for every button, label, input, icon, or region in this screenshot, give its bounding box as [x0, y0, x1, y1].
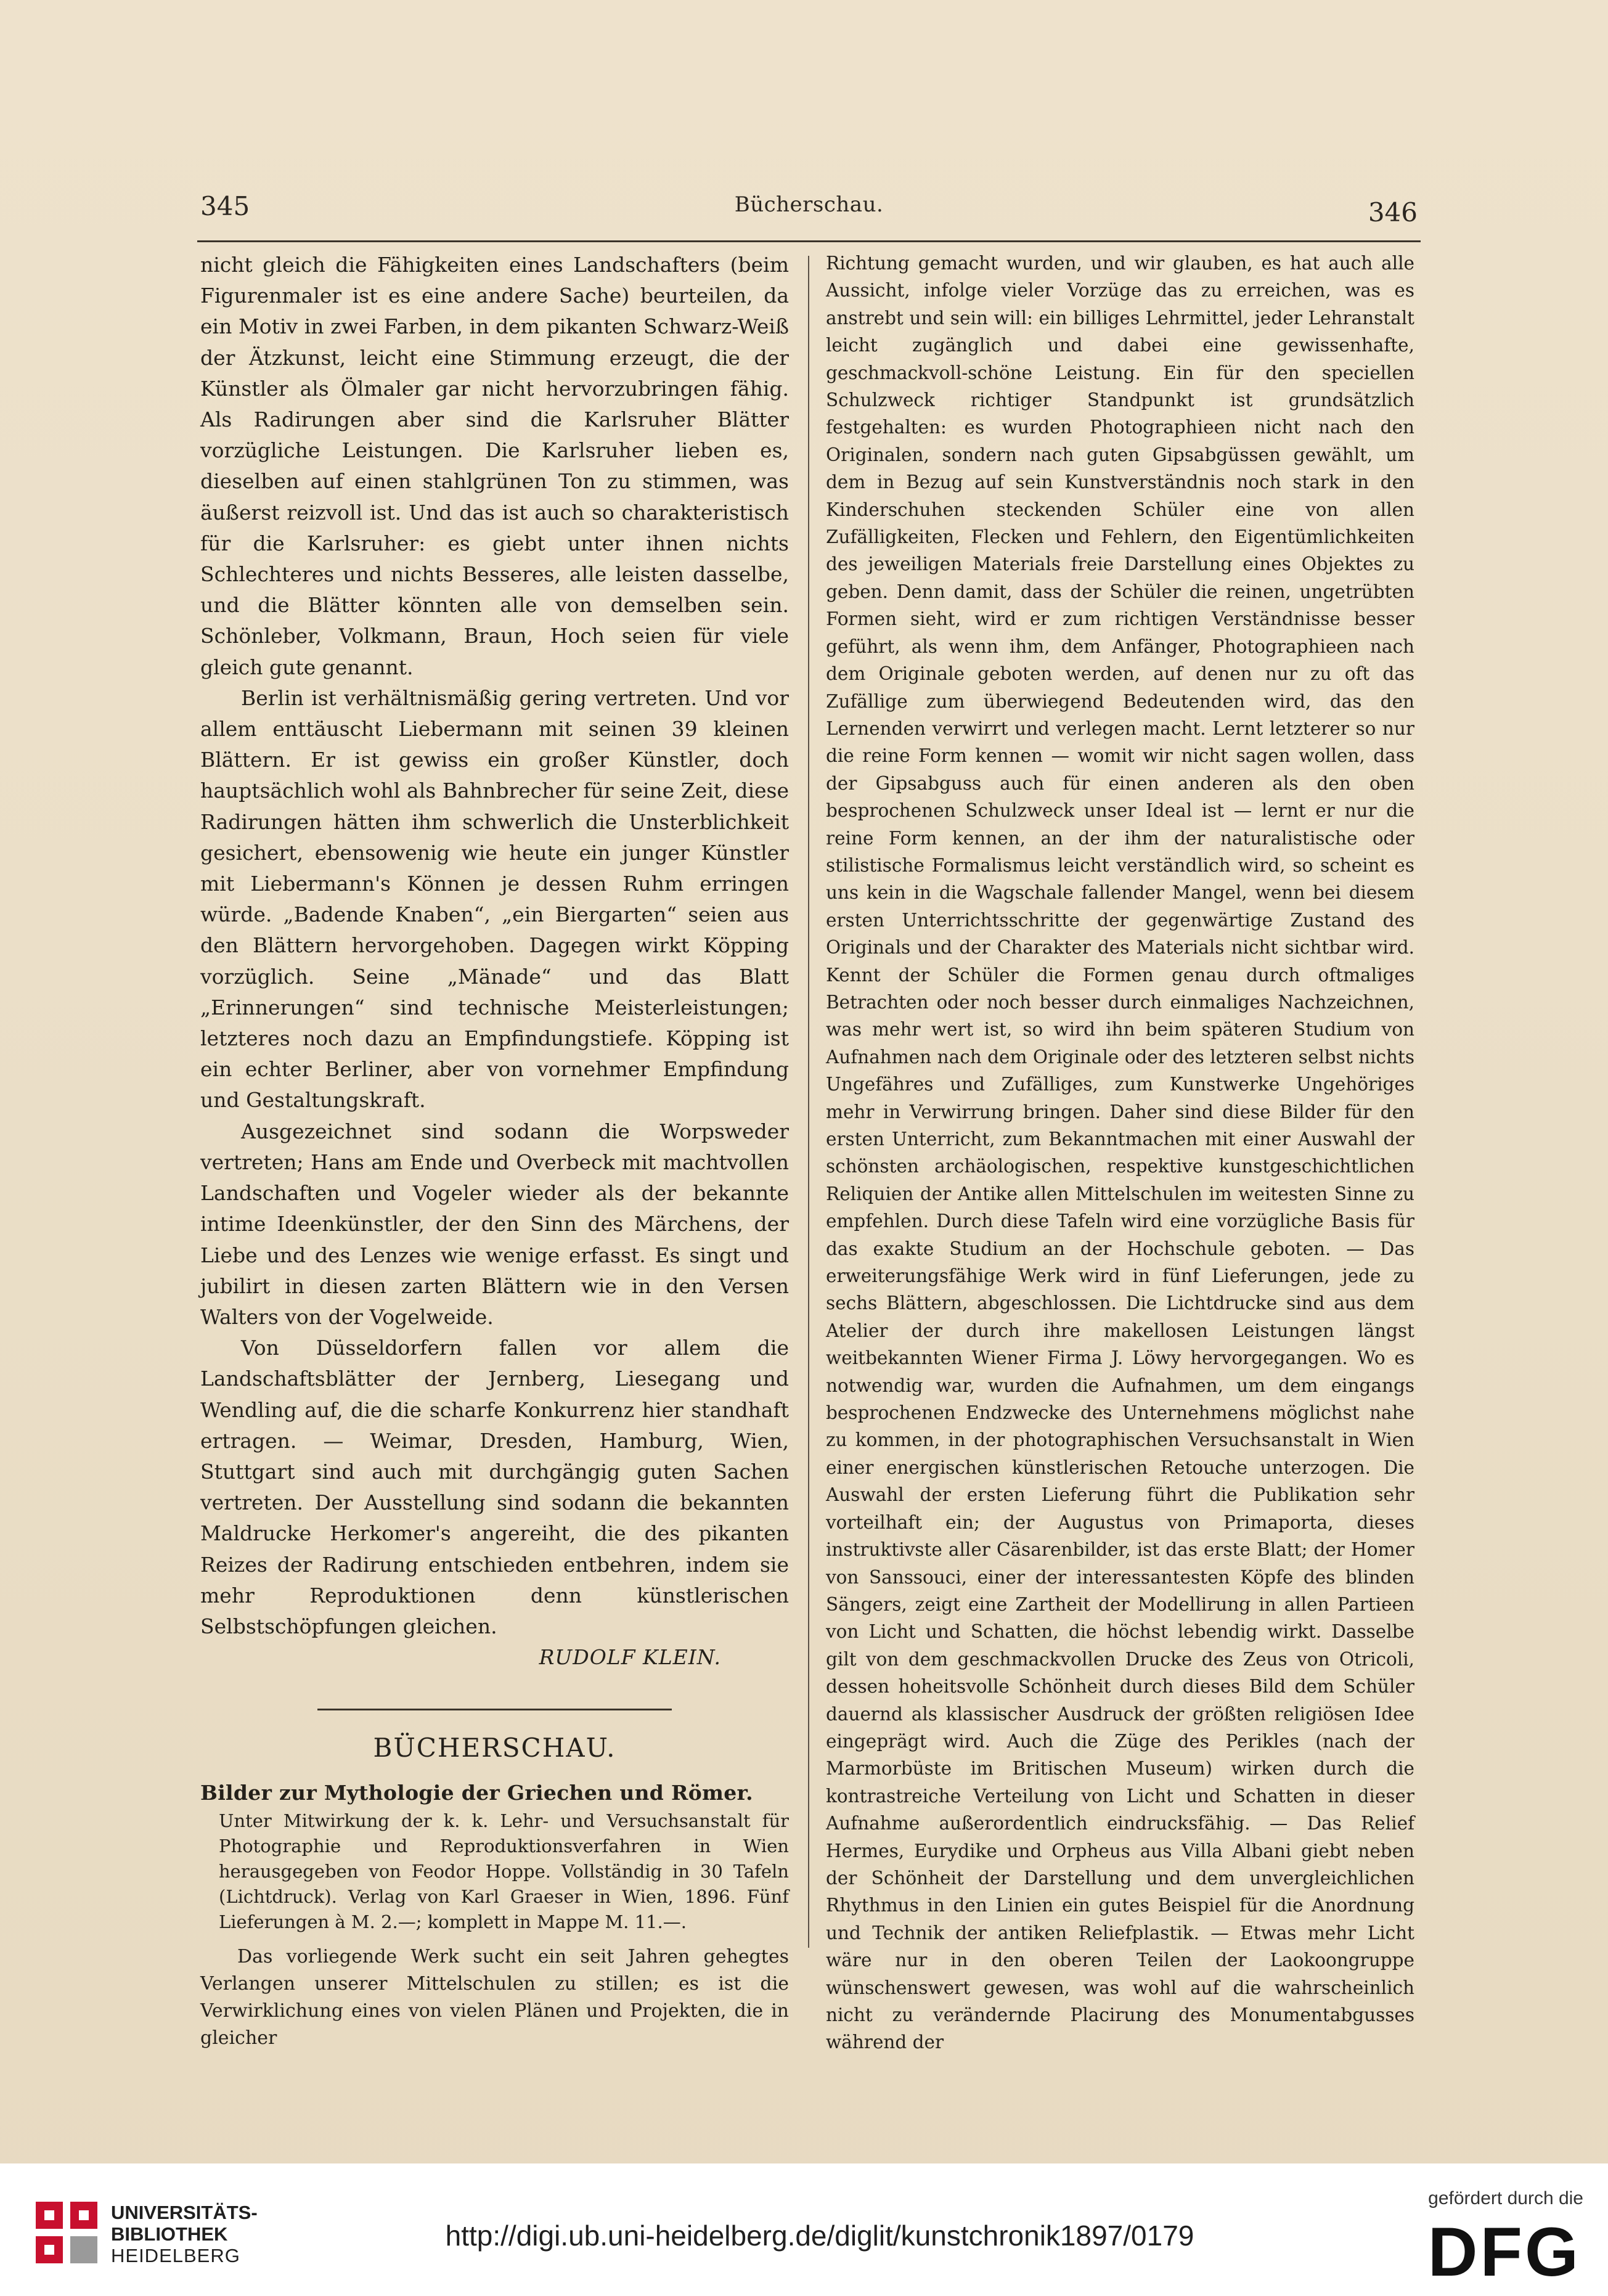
- paragraph: nicht gleich die Fähigkeiten eines Landschafters (beim Figurenmaler ist es eine andere Sache) beurteilen, da ein Motiv in zwei Farben, in dem pikanten Schwarz-Weiß der Ätzkunst, leicht eine Stimmung erzeugt, die der Künstler als Ölmaler gar nicht hervorzubringen fähig. Als Radirungen aber sind die Karlsruher Blätter vorzügliche Leistungen. Die Karlsruher lieben es, dieselben auf einen stahlgrünen Ton zu stimmen, was äußerst reizvoll ist. Und das ist auch so charakteristisch für die Karlsruher: es giebt unter ihnen nichts Schlechteres und nichts Besseres, alle leisten dasselbe, und die Blätter könnten alle von demselben sein. Schönleber, Volkmann, Braun, Hoch seien für viele gleich gute genannt.: [200, 253, 789, 679]
- library-name-line: HEIDELBERG: [111, 2245, 240, 2266]
- book-metadata: Unter Mitwirkung der k. k. Lehr- und Versuchsanstalt für Photographie und Reproduktionsverfahren in Wien herausgegeben von Feodor Hoppe. Vollständig in 30 Tafeln (Lichtdruck). Verlag von Karl Graeser in Wien, 1896. Fünf Lieferungen à M. 2.—; komplett in Mappe M. 11.—.: [219, 1810, 789, 1932]
- section-divider: [317, 1709, 672, 1710]
- digitization-footer: [0, 2163, 1608, 2296]
- author-signature: RUDOLF KLEIN.: [539, 1645, 721, 1670]
- review-paragraph: Das vorliegende Werk sucht ein seit Jahren gehegtes Verlangen unserer Mittelschulen zu stillen; es ist die Verwirklichung eines von vielen Plänen und Projekten, die in gleicher: [200, 1945, 789, 2049]
- library-name-line: BIBLIOTHEK: [111, 2223, 228, 2245]
- dfg-logo: DFG: [1427, 2213, 1581, 2290]
- left-column: [200, 250, 789, 2052]
- paragraph: Richtung gemacht wurden, und wir glauben, es hat auch alle Aussicht, infolge vieler Vorzüge das zu erreichen, was es anstrebt und sein will: ein billiges Lehrmittel, jeder Lehranstalt leicht zugänglich und dabei eine gewissenhafte, geschmackvoll-schöne Leistung. Ein für den speciellen Schulzweck richtiger Standpunkt ist grundsätzlich festgehalten: es wurden Photographieen nicht nach den Originalen, sondern nach guten Gipsabgüssen gewählt, um dem in Bezug auf sein Kunstverständnis noch stark in den Kinderschuhen steckenden Schüler eine von allen Zufälligkeiten, Flecken und Fehlern, den Eigentümlichkeiten des jeweiligen Materials freie Darstellung eines Objektes zu geben. Denn damit, dass der Schüler die reinen, ungetrübten Formen sieht, wird er zum richtigen Verständnisse besser geführt, als wenn ihm, dem Anfänger, Photographieen nach dem Originale geboten werden, auf denen nur zu oft das Zufällige zum überwiegend Bedeutenden wird, das den Lernenden verwirrt und verlegen macht. Lernt letzterer so nur die reine Form kennen — womit wir nicht sagen wollen, dass der Gipsabguss auch für einen anderen als den oben besprochenen Schulzweck unser Ideal ist — lernt er nur die reine Form kennen, an der ihm der naturalistische oder stilistische Formalismus leicht verständlich wird, so scheint es uns kein in die Wagschale fallender Mangel, wenn bei diesem ersten Unterrichtsschritte der gegenwärtige Zustand des Originals und der Charakter des Materials nicht sichtbar wird. Kennt der Schüler die Formen genau durch oftmaliges Betrachten oder noch besser durch einmaliges Nachzeichnen, was mehr wert ist, so wird ihn beim späteren Studium von Aufnahmen nach dem Originale oder des letzteren selbst nichts Ungefähres und Zufälliges, zum Kunstwerke Ungehöriges mehr in Verwirrung bringen. Daher sind diese Bilder für den ersten Unterricht, zum Bekanntmachen mit einer Auswahl der schönsten archäologischen, respektive kunstgeschichtlichen Reliquien der Antike allen Mittelschulen im weitesten Sinne zu empfehlen. Durch diese Tafeln wird eine vorzügliche Basis für das exakte Studium an der Hochschule geboten. — Das erweiterungsfähige Werk wird in fünf Lieferungen, jede zu sechs Blättern, abgeschlossen. Die Lichtdrucke sind aus dem Atelier der durch ihre makellosen Leistungen längst weitbekannten Wiener Firma J. Löwy hervorgegangen. Wo es notwendig war, wurden die Aufnahmen, um dem eingangs besprochenen Endzwecke des Unternehmens möglichst nahe zu kommen, in der photographischen Versuchsanstalt in Wien einer energischen künstlerischen Retouche unterzogen. Die Auswahl der ersten Lieferung führt die Publikation sehr vorteilhaft ein; der Augustus von Primaporta, dieses instruktivste aller Cäsarenbilder, ist das erste Blatt; der Homer von Sanssouci, einer der interessantesten Köpfe des blinden Sängers, zeigt eine Zartheit der Modellirung in allen Partieen von Licht und Schatten, die höchst lebendig wirkt. Dasselbe gilt von dem geschmackvollen Drucke des Zeus von Otricoli, dessen hoheitsvolle Schönheit durch dieses Bild dem Schüler dauernd als klassischer Ausdruck der größten religiösen Idee eingeprägt wird. Auch die Züge des Perikles (nach der Marmorbüste im Britischen Museum) wirken durch die kontrastreiche Verteilung von Licht und Schatten in dieser Aufnahme außerordentlich eindrucksfähig. — Das Relief Hermes, Eurydike und Orpheus aus Villa Albani giebt neben der Schönheit der Darstellung und dem unvergleichlichen Rhythmus in den Linien ein gutes Beispiel für die Anordnung und Technik der antiken Reliefplastik. — Etwas mehr Licht wäre nur in den oberen Teilen der Laokoongruppe wünschenswert gewesen, was wohl auf die wahrscheinlich nicht zu verändernde Placirung des Monumentabgusses während der: [826, 253, 1414, 2053]
- right-column: [826, 250, 1414, 2056]
- permalink-url[interactable]: http://digi.ub.uni-heidelberg.de/diglit/kunstchronik1897/0179: [445, 2220, 1194, 2252]
- page-number-right: 346: [1368, 197, 1418, 227]
- paragraph: Ausgezeichnet sind sodann die Worpsweder vertreten; Hans am Ende und Overbeck mit machtvollen Landschaften und Vogeler wieder als der bekannte intime Ideenkünstler, der den Sinn des Märchens, der Liebe und des Lenzes wie wenige erfasst. Es singt und jubilirt in diesen zarten Blättern wie in den Versen Walters von der Vogelweide.: [200, 1119, 789, 1329]
- running-title: Bücherschau.: [734, 192, 884, 217]
- library-name: [111, 2202, 258, 2266]
- paragraph: Von Düsseldorfern fallen vor allem die Landschaftsblätter der Jernberg, Liesegang und Wendling auf, die die scharfe Konkurrenz hier standhaft ertragen. — Weimar, Dresden, Hamburg, Wien, Stuttgart sind auch mit durchgängig guten Sachen vertreten. Der Ausstellung sind sodann die bekannten Maldrucke Herkomer's angereiht, die des pikanten Reizes der Radirung entschieden entbehren, indem sie mehr Reproduktionen denn künstlerischen Selbstschöpfungen gleichen.: [200, 1336, 789, 1638]
- section-title: BÜCHERSCHAU.: [373, 1733, 616, 1763]
- book-title: Bilder zur Mythologie der Griechen und Römer.: [200, 1780, 753, 1805]
- paragraph: Berlin ist verhältnismäßig gering vertreten. Und vor allem enttäuscht Liebermann mit seinen 39 kleinen Blättern. Er ist gewiss ein großer Künstler, doch hauptsächlich wohl als Bahnbrecher für seine Zeit, diese Radirungen hätten ihm schwerlich die Unsterblichkeit gesichert, ebensowenig wie heute ein junger Künstler mit Liebermann's Können je dessen Ruhm erringen würde. „Badende Knaben“, „ein Biergarten“ seien aus den Blättern hervorgehoben. Dagegen wirkt Köpping vorzüglich. Seine „Mänade“ und das Blatt „Erinnerungen“ sind technische Meisterleistungen; letzteres noch dazu an Empfindungstiefe. Köpping ist ein echter Berliner, aber von vornehmer Empfindung und Gestaltungskraft.: [200, 685, 789, 1113]
- library-name-line: UNIVERSITÄTS-: [111, 2202, 258, 2223]
- university-library-logo-icon: [36, 2202, 97, 2263]
- page-number-left: 345: [200, 191, 250, 221]
- running-head: [200, 185, 1418, 228]
- column-divider: [808, 256, 809, 1948]
- header-rule: [197, 240, 1421, 242]
- funding-caption: gefördert durch die: [1428, 2188, 1583, 2208]
